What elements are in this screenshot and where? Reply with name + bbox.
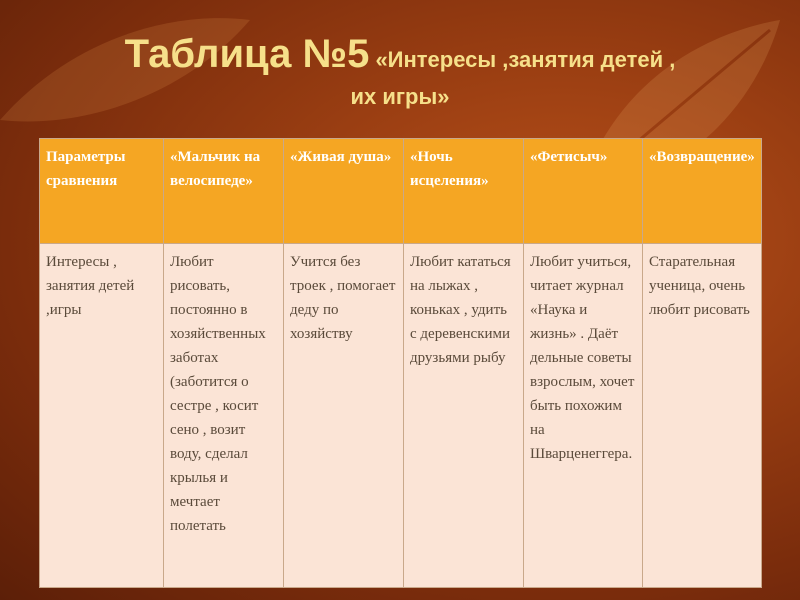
table-header-cell: «Возвращение» <box>643 139 762 244</box>
comparison-table <box>39 138 762 588</box>
table-cell: Учится без троек , помогает деду по хозяйству <box>284 244 404 588</box>
table-cell: Старательная ученица, очень любит рисовать <box>643 244 762 588</box>
table-cell: Любит рисовать, постоянно в хозяйственных заботах (заботится о сестре , косит сено , возит воду, сделал крылья и мечтает полетать <box>164 244 284 588</box>
table-header-row <box>40 139 762 244</box>
table-header-cell: «Живая душа» <box>284 139 404 244</box>
title-subtitle-line2: их игры» <box>350 84 450 109</box>
title-subtitle-line1: «Интересы ,занятия детей , <box>375 47 676 72</box>
table-cell: Любит кататься на лыжах , коньках , удить с деревенскими друзьями рыбу <box>404 244 524 588</box>
table-header-cell: «Фетисыч» <box>524 139 643 244</box>
table-header-cell: «Ночь исцеления» <box>404 139 524 244</box>
table-header-cell: «Мальчик на велосипеде» <box>164 139 284 244</box>
table-cell: Любит учиться, читает журнал «Наука и жизнь» . Даёт дельные советы взрослым, хочет быть похожим на Шварценеггера. <box>524 244 643 588</box>
slide-title <box>0 32 800 112</box>
table-row <box>40 244 762 588</box>
table-cell: Интересы , занятия детей ,игры <box>40 244 164 588</box>
table-header-cell: Параметры сравнения <box>40 139 164 244</box>
title-main: Таблица №5 <box>124 32 370 76</box>
